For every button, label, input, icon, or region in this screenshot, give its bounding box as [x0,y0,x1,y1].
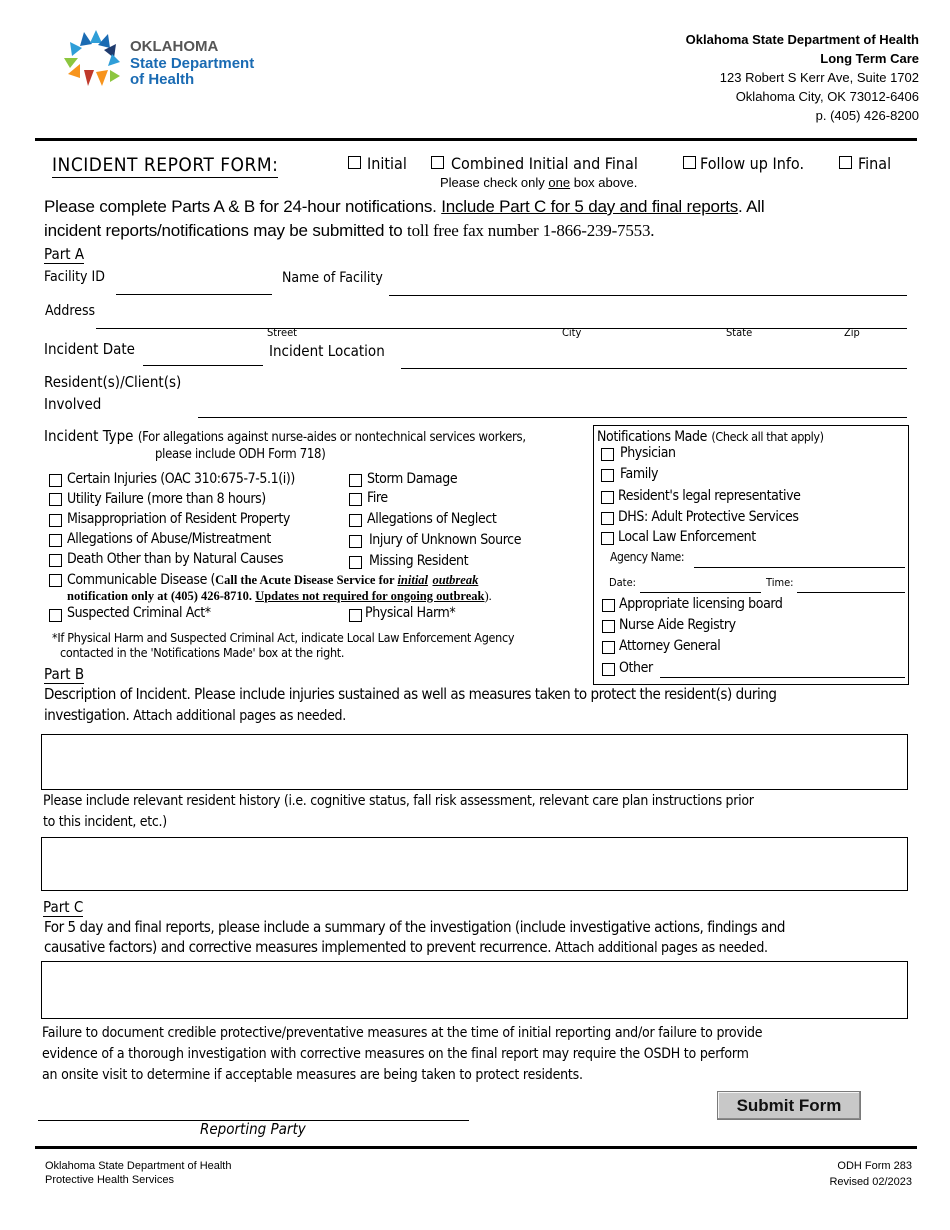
form-title: INCIDENT REPORT FORM: [52,154,279,176]
combined-label: Combined Initial and Final [451,154,638,173]
part-b-heading: Part B [44,665,85,683]
disease-note-initial: initial [397,573,429,587]
notifications-note: (Check all that apply) [711,429,824,444]
fire-checkbox[interactable] [349,493,362,506]
incident-date-field[interactable] [143,364,263,366]
osdh-logo-icon [62,30,124,90]
street-label: Street [267,326,298,339]
attorney-general-checkbox[interactable] [602,641,615,654]
abuse-label: Allegations of Abuse/Mistreatment [67,531,271,547]
nurse-aide-registry-label: Nurse Aide Registry [619,617,736,633]
header-rule [35,138,917,141]
check-note-one: one [548,175,571,190]
part-b-attach-note: Attach additional pages as needed. [133,708,346,724]
part-a-heading: Part A [44,245,85,263]
other-checkbox[interactable] [602,663,615,676]
agency-name-field[interactable] [694,566,905,568]
legal-rep-checkbox[interactable] [601,491,614,504]
check-note [440,175,637,190]
death-checkbox[interactable] [49,554,62,567]
law-enforcement-label: Local Law Enforcement [618,529,756,545]
date-field[interactable] [640,591,761,593]
disease-note-a: Call the Acute Disease Service for [215,573,398,587]
address-field[interactable] [96,327,907,329]
neglect-checkbox[interactable] [349,514,362,527]
suspected-criminal-label: Suspected Criminal Act* [67,605,211,621]
incident-type-note2: please include ODH Form 718) [155,447,326,462]
logo-line2: State Department [130,55,255,72]
resident-history-input[interactable] [41,837,908,891]
city-label: City [562,326,582,339]
notifications-heading [597,428,824,446]
reporting-party-label: Reporting Party [200,1120,306,1138]
submit-button[interactable]: Submit Form [717,1091,861,1120]
disease-note-b: notification only at (405) 426-8710. [67,589,256,603]
certain-injuries-checkbox[interactable] [49,474,62,487]
intro-end: . All [738,197,765,216]
unknown-injury-label: Injury of Unknown Source [369,532,522,548]
footnote-line2: contacted in the 'Notifications Made' box at the right. [60,645,345,660]
footer-rule [35,1146,917,1149]
utility-failure-label: Utility Failure (more than 8 hours) [67,491,266,507]
final-label: Final [858,154,892,173]
residents-label-2: Involved [44,395,102,413]
fax-number: toll free fax number 1-866-239-7553. [407,221,655,240]
misappropriation-label: Misappropriation of Resident Property [67,511,290,527]
communicable-disease-line1 [67,571,478,589]
follow-up-label: Follow up Info. [700,154,805,173]
header-phone: p. (405) 426-8200 [815,108,919,123]
intro-text2: incident reports/notifications may be submitted to [44,221,408,240]
part-c-attach-note: Attach additional pages as needed. [554,940,768,956]
initial-label: Initial [367,154,407,173]
fire-label: Fire [367,490,388,506]
communicable-disease-label: Communicable Disease ( [67,572,216,588]
nurse-aide-registry-checkbox[interactable] [602,620,615,633]
death-label: Death Other than by Natural Causes [67,551,284,567]
warning-line2: evidence of a thorough investigation with corrective measures on the final report may require the OSDH to perform [42,1046,749,1062]
final-checkbox[interactable] [839,156,852,169]
residents-label-1: Resident(s)/Client(s) [44,373,182,391]
law-enforcement-checkbox[interactable] [601,532,614,545]
disease-note-d: ). [484,589,492,603]
check-note-pre: Please check only [440,175,549,190]
part-c-desc-line2 [44,938,768,957]
state-label: State [726,326,753,339]
header-division: Long Term Care [820,51,919,66]
combined-checkbox[interactable] [431,156,444,169]
part-c-heading: Part C [43,898,84,916]
warning-line1: Failure to document credible protective/preventative measures at the time of initial reporting and/or failure to provide [42,1025,763,1041]
suspected-criminal-checkbox[interactable] [49,609,62,622]
certain-injuries-label: Certain Injuries (OAC 310:675-7-5.1(i)) [67,471,295,487]
part-c-desc2: causative factors) and corrective measures implemented to prevent recurrence. [44,938,555,956]
incident-type-note1: (For allegations against nurse-aides or nontechnical services workers, [137,430,526,445]
physical-harm-checkbox[interactable] [349,609,362,622]
logo [62,30,282,90]
header-org: Oklahoma State Department of Health [685,32,919,47]
other-label: Other [619,660,653,676]
agency-name-label: Agency Name: [610,550,685,564]
time-label: Time: [766,576,794,589]
footer-division: Protective Health Services [45,1174,174,1186]
part-b-desc2: investigation. [44,706,134,724]
part-c-desc-line1: For 5 day and final reports, please include a summary of the investigation (include investigative actions, findings and [44,918,786,936]
address-label: Address [45,303,96,319]
missing-resident-checkbox[interactable] [349,556,362,569]
missing-resident-label: Missing Resident [369,553,469,569]
zip-label: Zip [844,326,860,339]
unknown-injury-checkbox[interactable] [349,535,362,548]
history-line2: to this incident, etc.) [43,814,167,830]
family-checkbox[interactable] [601,469,614,482]
storm-damage-label: Storm Damage [367,471,458,487]
footer-left [45,1159,231,1187]
misappropriation-checkbox[interactable] [49,514,62,527]
logo-line3: of Health [130,71,195,88]
storm-damage-checkbox[interactable] [349,474,362,487]
intro-line1 [44,197,764,217]
part-b-desc-line1: Description of Incident. Please include injuries sustained as well as measures taken to protect the resident(s) during [44,685,777,703]
physician-checkbox[interactable] [601,448,614,461]
disease-note-outbreak: outbreak [432,573,479,587]
intro-line2 [44,221,654,241]
part-b-desc-line2 [44,706,346,725]
incident-date-label: Incident Date [44,340,135,358]
incident-description-input[interactable] [41,734,908,790]
facility-name-field[interactable] [389,294,907,296]
header-address [686,30,919,125]
licensing-board-label: Appropriate licensing board [619,596,783,612]
investigation-summary-input[interactable] [41,961,908,1019]
footer-org: Oklahoma State Department of Health [45,1160,232,1172]
form-number: ODH Form 283 [837,1160,912,1172]
facility-id-label: Facility ID [44,269,105,285]
date-label: Date: [609,576,636,589]
logo-line1: OKLAHOMA [130,38,219,55]
utility-failure-checkbox[interactable] [49,493,62,506]
follow-up-checkbox[interactable] [683,156,696,169]
incident-type-heading [44,427,526,446]
history-line1: Please include relevant resident history (i.e. cognitive status, fall risk assessment, relevant care plan instructions prior [43,793,754,809]
footer-right [829,1158,912,1190]
disease-note-c: Updates not required for ongoing outbreak [255,589,485,603]
notifications-title: Notifications Made [597,429,707,445]
licensing-board-checkbox[interactable] [602,599,615,612]
footnote-line1: *If Physical Harm and Suspected Criminal Act, indicate Local Law Enforcement Agency [52,630,515,645]
incident-type-label: Incident Type [44,427,134,445]
incident-location-field[interactable] [401,367,907,369]
family-label: Family [620,466,659,482]
header-address2: Oklahoma City, OK 73012-6406 [735,89,919,104]
abuse-checkbox[interactable] [49,534,62,547]
facility-name-label: Name of Facility [282,270,383,286]
attorney-general-label: Attorney General [619,638,721,654]
residents-field[interactable] [198,416,907,418]
other-field[interactable] [660,676,905,678]
physical-harm-label: Physical Harm* [365,605,456,621]
warning-line3: an onsite visit to determine if acceptable measures are being taken to protect residents. [42,1067,583,1083]
revision-date: Revised 02/2023 [829,1176,912,1188]
intro-text1: Please complete Parts A & B for 24-hour notifications. [44,197,442,216]
time-field[interactable] [797,591,905,593]
communicable-disease-line2 [67,589,492,604]
initial-checkbox[interactable] [348,156,361,169]
facility-id-field[interactable] [116,293,272,295]
dhs-checkbox[interactable] [601,512,614,525]
intro-underlined: Include Part C for 5 day and final reports [441,197,739,216]
header-address1: 123 Robert S Kerr Ave, Suite 1702 [719,70,919,85]
communicable-disease-checkbox[interactable] [49,574,62,587]
neglect-label: Allegations of Neglect [367,511,497,527]
check-note-post: box above. [570,175,638,190]
physician-label: Physician [620,445,676,461]
legal-rep-label: Resident's legal representative [618,488,801,504]
incident-location-label: Incident Location [269,342,385,360]
dhs-label: DHS: Adult Protective Services [618,509,799,525]
